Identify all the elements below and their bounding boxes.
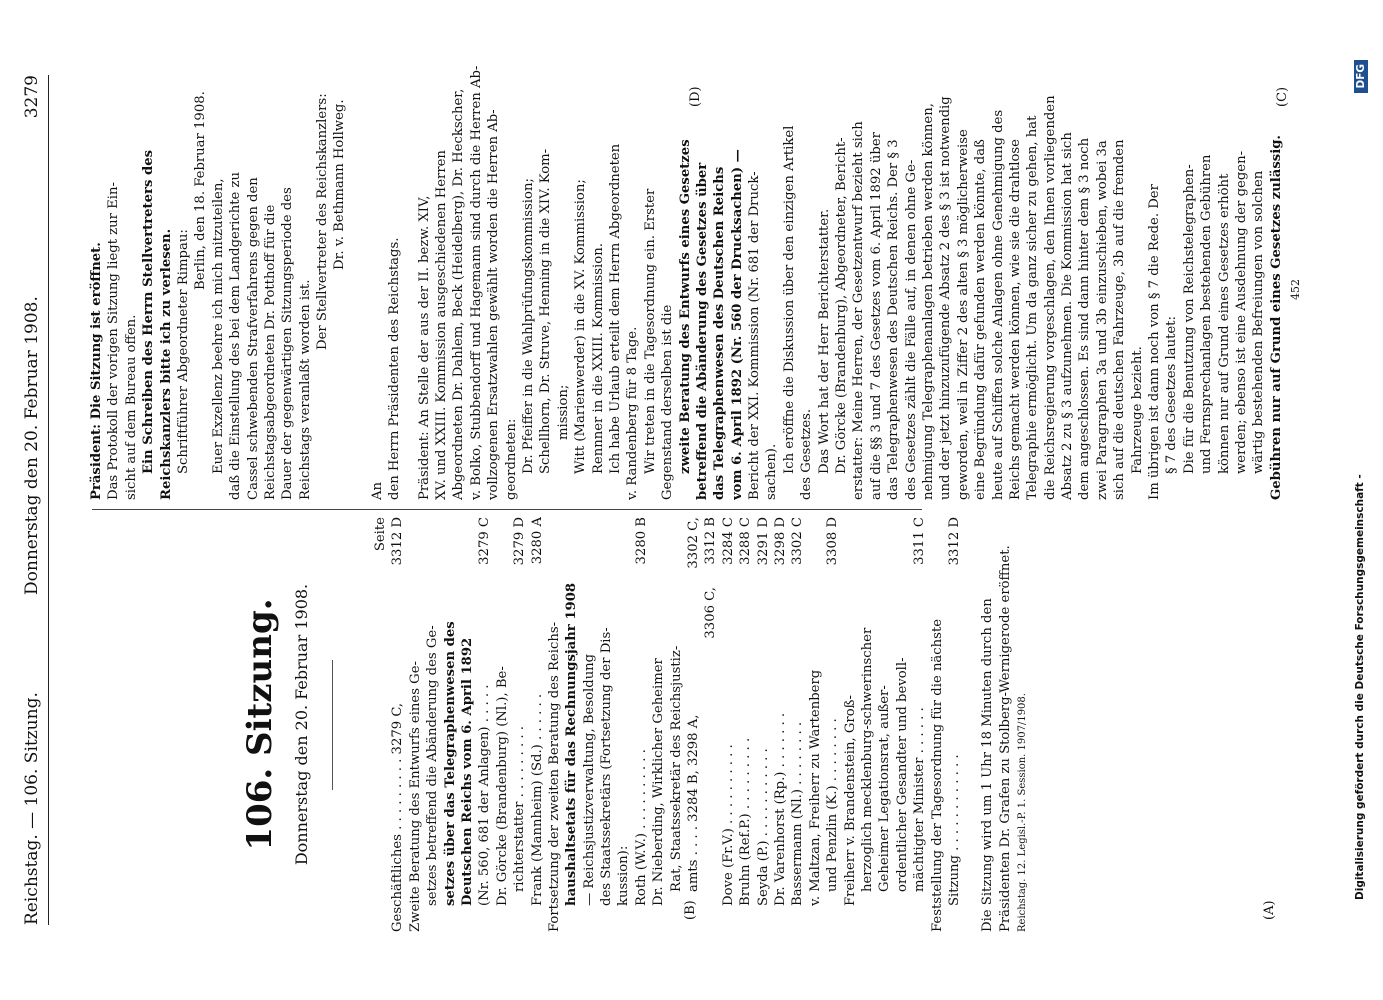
contents-row: 3284 C Dove (Fr.V.) . . . . . . . . . .	[720, 517, 736, 906]
text-line: Schriftführer Abgeordneter Rimpau:	[175, 229, 191, 474]
contents-row: herzoglich mecklenburg-schwerinscher	[859, 627, 875, 892]
text-line: Dr. v. Bethmann Hollweg.	[332, 99, 348, 270]
text-line: Ich eröffne die Diskussion über den einzigen Artikel	[781, 125, 797, 474]
text-line: Telegraphie ermöglicht. Um da ganz sicher zu gehen, hat	[1025, 115, 1041, 500]
text-line: heute auf Schiffen solche Anlagen ohne Genehmigung des	[990, 109, 1006, 500]
text-line: Das Protokoll der vorigen Sitzung liegt zur Ein-	[106, 182, 122, 500]
contents-row: 3280 A Frank (Mannheim) (Sd.) . . . . . .	[529, 517, 545, 906]
text-line: Cassel schwebenden Strafverfahrens gegen den	[245, 177, 261, 500]
text-line: Witt (Marienwerder) in die XV. Kommission;	[573, 179, 589, 474]
text-line: wärtig bestehenden Befreiungen von solchen	[1251, 170, 1267, 474]
session-heading: 106. Sitzung.	[240, 598, 280, 851]
text-line: v. Randenberg für 8 Tage.	[625, 326, 641, 500]
header-page-number: 3279	[22, 75, 42, 119]
text-line: eine Begründung dafür gefunden werden könnte, daß	[973, 139, 989, 500]
text-line: XV. und XXIII. Kommission ausgeschiedenen Herren	[434, 150, 450, 500]
text-line: erstatter: Meine Herren, der Gesetzentwurf bezieht sich	[851, 121, 867, 500]
contents-row: Rat, Staatssekretär des Reichsjustiz-	[668, 645, 684, 892]
text-line: daß die Einstellung des bei dem Landgerichte zu	[228, 172, 244, 500]
text-line: und Fernsprechanlagen bestehenden Gebühren	[1199, 154, 1215, 474]
contents-row: Freiherr v. Brandenstein, Groß-	[842, 695, 858, 906]
text-line: Ein Schreiben des Herrn Stellvertreters des	[141, 149, 157, 474]
contents-row: Feststellung der Tagesordnung für die nächste	[929, 618, 945, 932]
contents-row: 3312 D Sitzung . . . . . . . . . . . .	[946, 517, 962, 906]
text-line: können nur auf Grund eines Gesetzes erhöht	[1216, 173, 1232, 474]
contents-row: kussion):	[616, 845, 632, 906]
contents-row: 3302 C, amts . . . . 3284 B, 3298 A,	[686, 517, 702, 892]
text-line: Abgeordneten Dr. Dahlem, Beck (Heidelberg), Dr. Heckscher,	[451, 88, 467, 500]
contents-row: 3280 B Roth (W.V.) . . . . . . . . . .	[633, 517, 649, 906]
text-line: Reichskanzlers bitte ich zu verlesen.	[158, 228, 174, 500]
text-line: Euer Exzellenz beehre ich mich mitzuteilen,	[210, 178, 226, 474]
contents-row: 3298 D Dr. Varenhorst (Rp.) . . . . . . .	[772, 517, 788, 906]
text-line: Schellhorn, Dr. Struve, Henning in die XIV. Kom-	[538, 148, 554, 474]
text-line: zweite Beratung des Entwurfs eines Gesetzes	[677, 139, 693, 474]
text-line: sachen).	[764, 443, 780, 500]
text-line: Gegenstand derselben ist die	[660, 304, 676, 500]
contents-row: Dr. Nieberding, Wirklicher Geheimer	[651, 658, 667, 906]
contents-row: ordentlicher Gesandter und bevoll-	[894, 657, 910, 892]
text-line: vollzogenen Ersatzwahlen gewählt worden die Herren Ab-	[486, 109, 502, 500]
text-line: Berlin, den 18. Februar 1908.	[193, 91, 209, 290]
text-line: mission;	[555, 384, 571, 440]
contents-row: des Staatssekretärs (Fortsetzung der Dis-	[599, 627, 615, 906]
contents-row: 3312 B 3306 C,	[703, 517, 719, 639]
credit-text: Digitalisierung gefördert durch die Deutsche Forschungsgemeinschaft -	[1354, 474, 1366, 900]
text-line: Der Stellvertreter des Reichskanzlers:	[315, 93, 331, 350]
text-line: auf die §§ 3 und 7 des Gesetzes vom 6. April 1892 über	[868, 132, 884, 500]
signature-number: 452	[1289, 279, 1303, 300]
contents-row: 3312 D Geschäftliches . . . . . . . . . 3279 C,	[390, 517, 406, 932]
footer-note: Reichstag. 12. Legisl.-P. 1. Session. 1907/1908.	[1017, 693, 1029, 932]
contents-row: Fortsetzung der zweiten Beratung des Reichs-	[546, 621, 562, 932]
text-line: Reichstags veranlaßt worden ist.	[297, 279, 313, 500]
margin-letter-a: (A)	[1262, 900, 1277, 920]
contents-row: Deutschen Reichs vom 6. April 1892	[459, 637, 475, 906]
contents-row: Zweite Beratung des Entwurfs eines Ge-	[407, 661, 423, 932]
header-center: Donnerstag den 20. Februar 1908.	[22, 296, 42, 595]
text-line: das Telegraphenwesen des Deutschen Reichs	[712, 166, 728, 500]
session-date: Donnerstag den 20. Februar 1908.	[292, 583, 311, 866]
contents-row: 3308 D und Penzlin (K.) . . . . . . . .	[825, 517, 841, 892]
text-line: vom 6. April 1892 (Nr. 560 der Drucksachen) —	[729, 149, 745, 500]
text-line: Absatz 2 zu § 3 aufzunehmen. Die Kommission hat sich	[1060, 132, 1076, 500]
text-line: das Telegraphenwesen des Deutschen Reichs. Der § 3	[886, 139, 902, 500]
text-line: geworden, weil in Ziffer 2 des alten § 3 möglicherweise	[955, 129, 971, 500]
text-line: geordneten:	[503, 418, 519, 500]
text-line: Die für die Benutzung von Reichstelegraphen-	[1181, 164, 1197, 474]
page-header	[8, 75, 49, 925]
opening-line: Die Sitzung wird um 1 Uhr 18 Minuten durch den	[980, 598, 996, 932]
text-line: und der jetzt hinzuzufügende Absatz 2 des § 3 ist notwendig	[938, 96, 954, 500]
contents-column	[372, 517, 1031, 932]
dfg-logo: DFG	[1354, 60, 1368, 93]
proceedings-column	[88, 55, 1305, 500]
contents-row: setzes über das Telegraphenwesen des	[442, 621, 458, 906]
contents-row: 3302 C Bassermann (Nl.) . . . . . . . .	[790, 517, 806, 906]
margin-letter-b: (B)	[683, 900, 698, 920]
margin-letter-d: (D)	[688, 86, 703, 107]
text-line: v. Bolko, Stubbendorff und Hagemann sind durch die Herren Ab-	[468, 65, 484, 500]
contents-row: 3279 C (Nr. 560, 681 der Anlagen) . . . . .	[477, 517, 493, 906]
text-line: Gebühren nur auf Grund eines Gesetzes zulässig.	[1268, 134, 1284, 500]
text-line: Das Wort hat der Herr Berichterstatter.	[816, 208, 832, 474]
header-left: Reichstag. — 106. Sitzung.	[22, 692, 42, 925]
contents-row: Seite	[373, 517, 388, 552]
text-line: Fahrzeuge bezieht.	[1129, 346, 1145, 474]
contents-row: 3291 D Seyda (P.) . . . . . . . . . . .	[755, 517, 771, 906]
text-line: Dauer der gegenwärtigen Sitzungsperiode des	[280, 187, 296, 500]
margin-letter-c: (C)	[1275, 86, 1290, 107]
text-line: betreffend die Abänderung des Gesetzes über	[694, 162, 710, 500]
text-line: Dr. Görcke (Brandenburg), Abgeordneter, Bericht-	[834, 137, 850, 474]
contents-row: 3279 D richterstatter . . . . . . . . .	[512, 517, 528, 892]
text-line: Wir treten in die Tagesordnung ein. Erster	[642, 188, 658, 474]
text-line: Reichs gemacht werden können, wie sie die drahtlose	[1007, 139, 1023, 500]
contents-row: 3311 C mächtigter Minister . . . . . .	[912, 517, 928, 892]
text-line: Im übrigen ist dann noch von § 7 die Rede. Der	[1147, 184, 1163, 500]
text-line: zwei Paragraphen 3a und 3b einzuschieben, wobei 3a	[1094, 140, 1110, 500]
text-line: An	[369, 481, 385, 500]
contents-row: Dr. Görcke (Brandenburg) (Nl.), Be-	[494, 666, 510, 906]
text-line: des Gesetzes zählt die Fälle auf, in denen ohne Ge-	[903, 159, 919, 500]
opening-line: Präsidenten Dr. Grafen zu Stolberg-Wernigerode eröffnet.	[997, 545, 1013, 932]
contents-row: v. Maltzan, Freiherr zu Wartenberg	[807, 669, 823, 906]
text-line: sich auf die deutschen Fahrzeuge, 3b auf die fremden	[1112, 139, 1128, 500]
text-line: Rennner in die XXIII. Kommission.	[590, 243, 606, 474]
contents-row: 3288 C Bruhn (Ref.P.) . . . . . . . . .	[738, 517, 754, 906]
contents-row: haushaltsetats für das Rechnungsjahr 1908	[564, 582, 580, 906]
text-line: werden; ebenso ist eine Ausdehnung der gegen-	[1234, 150, 1249, 474]
contents-row: setzes betreffend die Abänderung des Ge-	[425, 625, 441, 906]
column-divider	[92, 509, 922, 510]
text-line: nehmigung Telegraphenanlagen betrieben werden können,	[920, 103, 936, 500]
text-line: die Reichsregierung vorgeschlagen, den Ihnen vorliegenden	[1042, 95, 1058, 500]
text-line: dem angeschlossen. Es sind dann hinter dem § 3 noch	[1077, 137, 1093, 500]
contents-row: — Reichsjustizverwaltung, Besoldung	[581, 653, 597, 906]
contents-row: Geheimer Legationsrat, außer-	[877, 685, 893, 892]
text-line: des Gesetzes.	[799, 408, 815, 500]
title-rule	[332, 660, 333, 790]
text-line: Präsident: Die Sitzung ist eröffnet.	[89, 242, 104, 500]
text-line: Ich habe Urlaub erteilt dem Herrn Abgeordneten	[607, 143, 623, 474]
text-line: Reichstagsabgeordneten Dr. Potthoff für die	[262, 204, 278, 500]
text-line: sicht auf dem Bureau offen.	[123, 314, 139, 500]
session-title	[210, 517, 311, 932]
text-line: § 7 des Gesetzes lautet:	[1164, 316, 1180, 474]
digitization-credit	[1344, 60, 1380, 920]
text-line: Präsident: An Stelle der aus der II. bezw. XIV,	[416, 195, 432, 500]
text-line: Bericht der XXI. Kommission (Nr. 681 der Druck-	[747, 171, 763, 500]
text-line: Dr. Pfeiffer in die Wahlprüfungskommission;	[520, 178, 536, 474]
text-line: den Herrn Präsidenten des Reichstags.	[387, 237, 403, 500]
